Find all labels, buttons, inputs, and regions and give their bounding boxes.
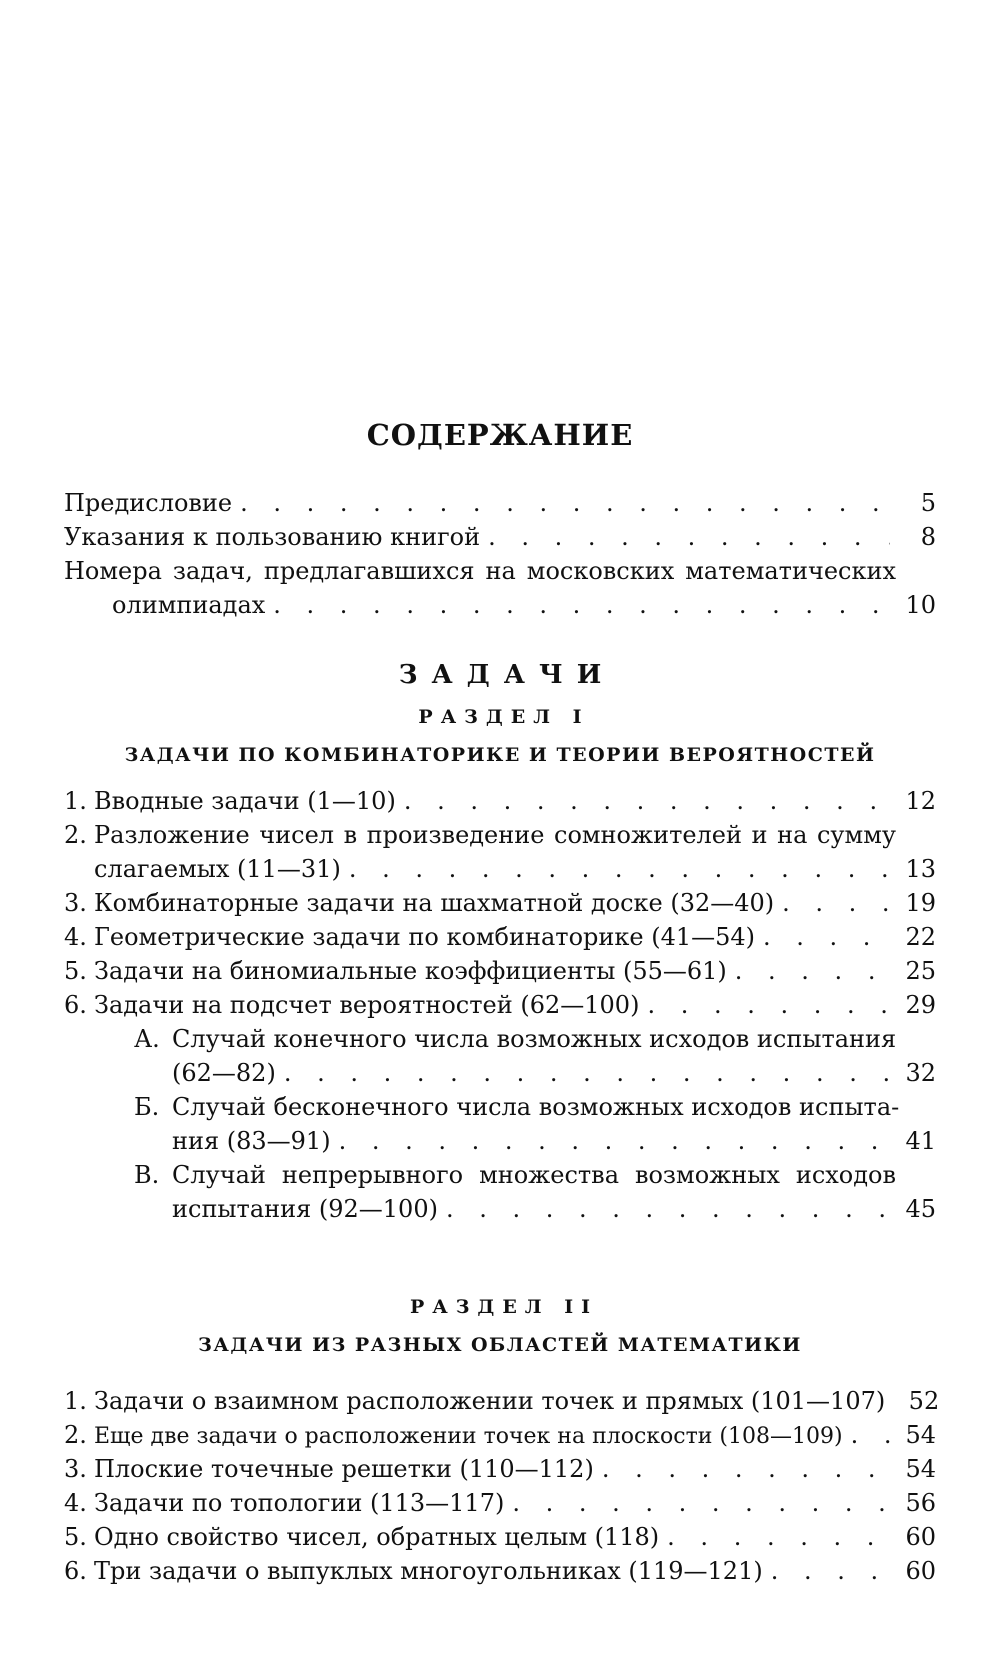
entry-text: Еще две задачи о расположении точек на плоскости (108—109) (94, 1424, 843, 1449)
entry-number: 5. (64, 1523, 87, 1551)
entry-number: 1. (64, 787, 87, 815)
toc-entry[interactable] (64, 1486, 936, 1520)
page-number: 8 (920, 523, 936, 551)
entry-number: 3. (64, 1455, 87, 1483)
dot-leader (763, 920, 890, 954)
dot-leader (782, 886, 890, 920)
entry-number: 6. (64, 991, 87, 1019)
page-number: 13 (905, 855, 936, 883)
entry-text-line1: Разложение чисел в произведение сомножителей и на сумму (94, 821, 896, 849)
toc-entry[interactable] (64, 1520, 936, 1554)
toc-subentry[interactable] (64, 1158, 936, 1226)
entry-text-line2: слагаемых (11—31) (94, 855, 341, 883)
page-number: 54 (905, 1455, 936, 1483)
page-number: 54 (905, 1421, 936, 1449)
toc-entry[interactable] (64, 520, 936, 554)
entry-text: Предисловие (64, 489, 233, 517)
entry-text-line1: Случай непрерывного множества возможных исходов (172, 1161, 896, 1189)
entry-text-line2: ния (83—91) (172, 1127, 331, 1155)
entry-number: 3. (64, 889, 87, 917)
entry-text-line2: (62—82) (172, 1059, 276, 1087)
page-number: 10 (905, 591, 936, 619)
page-number: 41 (905, 1127, 936, 1155)
section-label: РАЗДЕЛ I (418, 706, 590, 728)
dot-leader (735, 954, 890, 988)
entry-text: Одно свойство чисел, обратных целым (118) (94, 1523, 660, 1551)
toc-page (64, 0, 940, 1675)
toc-entry[interactable] (64, 486, 936, 520)
toc-entry[interactable] (64, 818, 936, 886)
entry-number: 5. (64, 957, 87, 985)
entry-text: Задачи по топологии (113—117) (94, 1489, 505, 1517)
dot-leader (851, 1418, 890, 1452)
entry-number: 1. (64, 1387, 87, 1415)
dot-leader (488, 520, 890, 554)
entry-text: Геометрические задачи по комбинаторике (41—54) (94, 923, 756, 951)
section-label: РАЗДЕЛ II (409, 1296, 599, 1318)
page-number: 22 (905, 923, 936, 951)
page-number: 25 (905, 957, 936, 985)
entry-number: 2. (64, 821, 87, 849)
section-title: ЗАДАЧИ ИЗ РАЗНЫХ ОБЛАСТЕЙ МАТЕМАТИКИ (198, 1334, 802, 1356)
dot-leader (647, 988, 890, 1022)
dot-leader (512, 1486, 890, 1520)
entry-text-line2: олимпиадах (112, 591, 266, 619)
entry-text: Задачи на подсчет вероятностей (62—100) (94, 991, 640, 1019)
subentry-label: А. (134, 1025, 160, 1053)
entry-number: 2. (64, 1421, 87, 1449)
entry-number: 4. (64, 923, 87, 951)
toc-subentry[interactable] (64, 1090, 936, 1158)
section-2-list (64, 1384, 940, 1588)
dot-leader (404, 784, 890, 818)
dot-leader (339, 1124, 890, 1158)
subentry-label: В. (134, 1161, 160, 1189)
toc-entry[interactable] (64, 1554, 936, 1588)
entry-text: Указания к пользованию книгой (64, 523, 481, 551)
front-matter-list (64, 486, 936, 622)
entry-number: 6. (64, 1557, 87, 1585)
entry-text: Задачи на биномиальные коэффициенты (55—61) (94, 957, 727, 985)
subentry-label: Б. (134, 1093, 160, 1121)
dot-leader (446, 1192, 890, 1226)
entry-text-line2: испытания (92—100) (172, 1195, 438, 1223)
page-number: 52 (908, 1387, 940, 1415)
section-1-list (64, 784, 936, 1226)
entry-text-line1: Случай конечного числа возможных исходов испытания (172, 1025, 897, 1053)
dot-leader (240, 486, 890, 520)
page-number: 56 (905, 1489, 936, 1517)
entry-text: Три задачи о выпуклых многоугольниках (119—121) (94, 1557, 763, 1585)
entry-text: Плоские точечные решетки (110—112) (94, 1455, 594, 1483)
entry-text: Вводные задачи (1—10) (94, 787, 396, 815)
toc-entry[interactable] (64, 886, 936, 920)
entry-text-line1: Случай бесконечного числа возможных исходов испыта- (172, 1093, 900, 1121)
toc-entry[interactable] (64, 784, 936, 818)
toc-entry[interactable] (64, 1452, 936, 1486)
page-number: 5 (920, 489, 936, 517)
dot-leader (667, 1520, 890, 1554)
page-number: 32 (905, 1059, 936, 1087)
toc-subentry[interactable] (64, 1022, 936, 1090)
dot-leader (284, 1056, 890, 1090)
entry-number: 4. (64, 1489, 87, 1517)
dot-leader (602, 1452, 890, 1486)
part-title: ЗАДАЧИ (398, 660, 616, 690)
toc-entry[interactable] (64, 1418, 936, 1452)
toc-entry[interactable] (64, 988, 936, 1022)
page-number: 60 (905, 1523, 936, 1551)
toc-entry[interactable] (64, 554, 936, 622)
page-title: СОДЕРЖАНИЕ (366, 418, 634, 452)
toc-entry[interactable] (64, 954, 936, 988)
page-number: 45 (905, 1195, 936, 1223)
dot-leader (273, 588, 890, 622)
toc-entry[interactable] (64, 920, 936, 954)
dot-leader (349, 852, 890, 886)
toc-entry[interactable] (64, 1384, 940, 1418)
entry-text: Комбинаторные задачи на шахматной доске (32—40) (94, 889, 775, 917)
dot-leader (771, 1554, 890, 1588)
page-number: 12 (905, 787, 936, 815)
page-number: 60 (905, 1557, 936, 1585)
entry-text-line1: Номера задач, предлагавшихся на московских математических (64, 557, 896, 585)
entry-text: Задачи о взаимном расположении точек и прямых (101—107) (94, 1387, 886, 1415)
section-title: ЗАДАЧИ ПО КОМБИНАТОРИКЕ И ТЕОРИИ ВЕРОЯТНОСТЕЙ (124, 744, 876, 766)
page-number: 19 (905, 889, 936, 917)
page-number: 29 (905, 991, 936, 1019)
